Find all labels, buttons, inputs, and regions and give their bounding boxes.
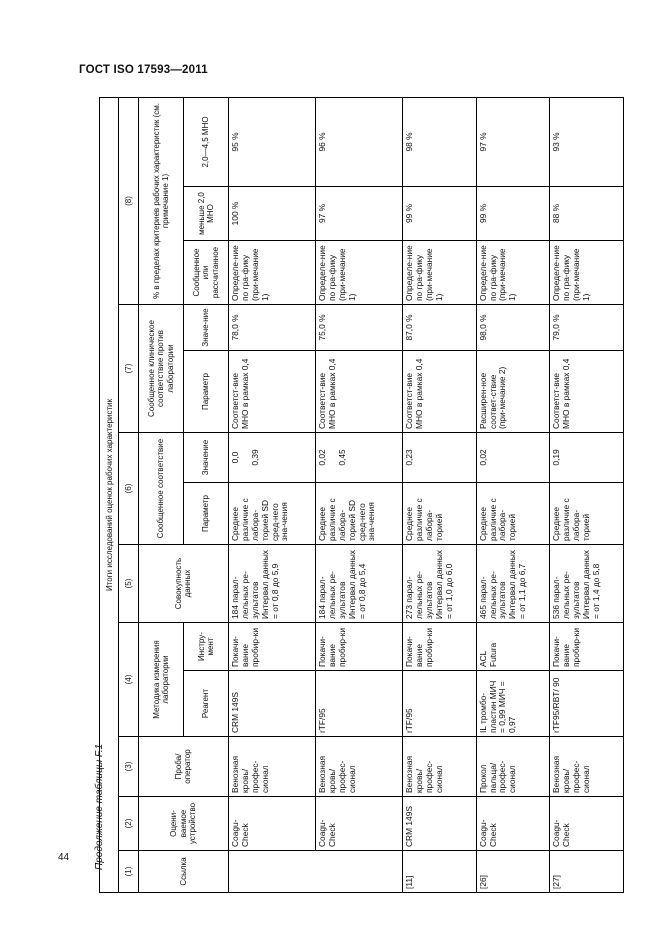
- sample-cell: Венозная кровь/ профес-сионал: [550, 737, 624, 797]
- clinical-value-cell: 78,0 %: [228, 305, 315, 351]
- header-agreement-value: Значение: [183, 433, 228, 483]
- col-number: (3): [119, 737, 138, 797]
- agreement-param-cell: Среднее различие с лабора-торией: [476, 483, 550, 545]
- agreement-value-cell: 0,02: [476, 433, 550, 483]
- header-agreement-param: Параметр: [183, 483, 228, 545]
- instrument-cell: Покачи-вание пробир-ки: [228, 623, 315, 671]
- sd-value: 0,45: [336, 449, 347, 466]
- header-pct-below: меньше 2,0 МНО: [183, 187, 228, 241]
- performance-table: [99, 97, 624, 893]
- agreement-param-cell: Среднее различие с лабора-торией SD сред-него зна-чения: [315, 483, 402, 545]
- agreement-param-cell: Среднее различие с лабора-торией: [550, 483, 624, 545]
- header-population: Совокупность данных: [138, 545, 228, 623]
- agreement-value-cell: [315, 433, 402, 483]
- clinical-value-cell: 87,0 %: [402, 305, 476, 351]
- ref-cell: [26]: [476, 851, 550, 893]
- pct-below-cell: 99 %: [476, 187, 550, 241]
- header-instrument: Инстру-мент: [183, 623, 228, 671]
- col-number: (5): [119, 545, 138, 623]
- header-device: Оцени-ваемое устройство: [138, 797, 228, 851]
- header-pct-reported: Сообщенное или рассчитанное: [183, 241, 228, 305]
- table-row: [402, 97, 476, 892]
- device-cell: Coagu-Check: [476, 797, 550, 851]
- col-number: (6): [119, 433, 138, 545]
- device-cell: Coagu-Check: [550, 797, 624, 851]
- reagent-cell: rTF/95: [402, 671, 476, 737]
- agreement-param-cell: Среднее различие с лабора-торией: [402, 483, 476, 545]
- header-agreement-group: Сообщенное соответствие: [138, 433, 183, 545]
- population-cell: 184 парал-лельных ре-зультатов Интервал данных = от 0,8 до 5,9: [228, 545, 315, 623]
- instrument-cell: Покачи-вание пробир-ки: [402, 623, 476, 671]
- page-number: 44: [58, 852, 70, 863]
- clinical-param-cell: Соответст-вие МНО в рамках 0,4: [315, 351, 402, 433]
- header-pct-group: % в пределах критериев рабочих характеристик (см. примечание 1): [138, 97, 183, 304]
- ref-cell: [27]: [550, 851, 624, 893]
- continuation-label: Продолжение таблицы F.1: [94, 743, 105, 870]
- header-clinical-param: Параметр: [183, 351, 228, 433]
- instrument-cell: Покачи-вание пробир-ки: [315, 623, 402, 671]
- agreement-value-cell: [228, 433, 315, 483]
- clinical-value-cell: 75,0 %: [315, 305, 402, 351]
- sample-cell: Прокол пальца/ профес-сионал: [476, 737, 550, 797]
- reagent-cell: IL тромбо-пластин МИЧ = 0,99 МИЧ = 0,97: [476, 671, 550, 737]
- header-sample: Проба/ оператор: [138, 737, 228, 797]
- reagent-cell: CRM 149S: [228, 671, 315, 737]
- device-cell: CRM 149S: [402, 797, 476, 851]
- reagent-cell: rTF95/RBT/ 90: [550, 671, 624, 737]
- pct-below-cell: 100 %: [228, 187, 315, 241]
- mean-diff-value: 0,0: [229, 451, 240, 464]
- population-cell: 273 парал-лельных ре-зультатов Интервал данных = от 1,0 до 6,0: [402, 545, 476, 623]
- pct-below-cell: 99 %: [402, 187, 476, 241]
- col-number: (1): [119, 851, 138, 893]
- col-number: (2): [119, 797, 138, 851]
- device-cell: Coagu-Check: [315, 797, 402, 851]
- table-row: [476, 97, 550, 892]
- col-number: (4): [119, 623, 138, 737]
- pct-below-cell: 97 %: [315, 187, 402, 241]
- header-ref: Ссылка: [138, 851, 228, 893]
- sd-value: 0,39: [249, 449, 260, 466]
- agreement-value-cell: 0,19: [550, 433, 624, 483]
- col-number: (7): [119, 305, 138, 433]
- header-clinical-value: Значе-ние: [183, 305, 228, 351]
- pct-reported-cell: Определе-ние по гра-фику (при-мечание 1): [228, 241, 315, 305]
- table-caption: Итоги исследований оценок рабочих характеристик: [100, 97, 119, 892]
- col-number: (8): [119, 97, 138, 304]
- population-cell: 465 парал-лельных ре-зультатов Интервал данных = от 1,1 до 6,7: [476, 545, 550, 623]
- pct-range-cell: 96 %: [315, 97, 402, 186]
- pct-range-cell: 95 %: [228, 97, 315, 186]
- instrument-cell: ACL Futura: [476, 623, 550, 671]
- clinical-param-cell: Расширен-ное соответ-ствие (при-мечание 2): [476, 351, 550, 433]
- reagent-cell: rTF/95: [315, 671, 402, 737]
- clinical-value-cell: 79,0 %: [550, 305, 624, 351]
- document-title: ГОСТ ISO 17593—2011: [79, 64, 208, 76]
- rotated-table-container: [99, 98, 624, 893]
- clinical-param-cell: Соответст-вие МНО в рамках 0,4: [402, 351, 476, 433]
- mean-diff-value: 0,02: [316, 449, 327, 466]
- clinical-param-cell: Соответст-вие МНО в рамках 0,4: [228, 351, 315, 433]
- ref-cell: [11]: [402, 851, 476, 893]
- clinical-value-cell: 98,0 %: [476, 305, 550, 351]
- device-cell: Coagu-Check: [228, 797, 315, 851]
- agreement-value-cell: 0,23: [402, 433, 476, 483]
- sample-cell: Венозная кровь/ профес-сионал: [315, 737, 402, 797]
- header-clinical-group: Сообщенное клиническое соответствие против лаборатории: [138, 305, 183, 433]
- header-reagent: Реагент: [183, 671, 228, 737]
- sample-cell: Венозная кровь/ профес-сионал: [402, 737, 476, 797]
- pct-range-cell: 98 %: [402, 97, 476, 186]
- pct-reported-cell: Определе-ние по гра-фику (при-мечание 1): [550, 241, 624, 305]
- pct-reported-cell: Определе-ние по гра-фику (при-мечание 1): [476, 241, 550, 305]
- column-number-row: [119, 97, 138, 892]
- ref-cell: [228, 851, 402, 893]
- table-row: [228, 97, 315, 892]
- sample-cell: Венозная кровь/ профес-сионал: [228, 737, 315, 797]
- header-pct-range: 2,0—4,5 МНО: [183, 97, 228, 186]
- agreement-param-cell: Среднее различие с лабора-торией SD сред-него зна-чения: [228, 483, 315, 545]
- table-row: [315, 97, 402, 892]
- group-header-row: [138, 97, 183, 892]
- pct-range-cell: 97 %: [476, 97, 550, 186]
- clinical-param-cell: Соответст-вие МНО в рамках 0,4: [550, 351, 624, 433]
- population-cell: 536 парал-лельных ре-зультатов Интервал данных = от 1,4 до 5,8: [550, 545, 624, 623]
- header-method-group: Методика измерения лаборатории: [138, 623, 183, 737]
- pct-reported-cell: Определе-ние по гра-фику (при-мечание 1): [315, 241, 402, 305]
- instrument-cell: Покачи-вание пробир-ки: [550, 623, 624, 671]
- table-row: [550, 97, 624, 892]
- caption-row: [100, 97, 119, 892]
- pct-range-cell: 93 %: [550, 97, 624, 186]
- pct-reported-cell: Определе-ние по гра-фику (при-мечание 1): [402, 241, 476, 305]
- pct-below-cell: 88 %: [550, 187, 624, 241]
- population-cell: 184 парал-лельных ре-зультатов Интервал данных = от 0,8 до 5,4: [315, 545, 402, 623]
